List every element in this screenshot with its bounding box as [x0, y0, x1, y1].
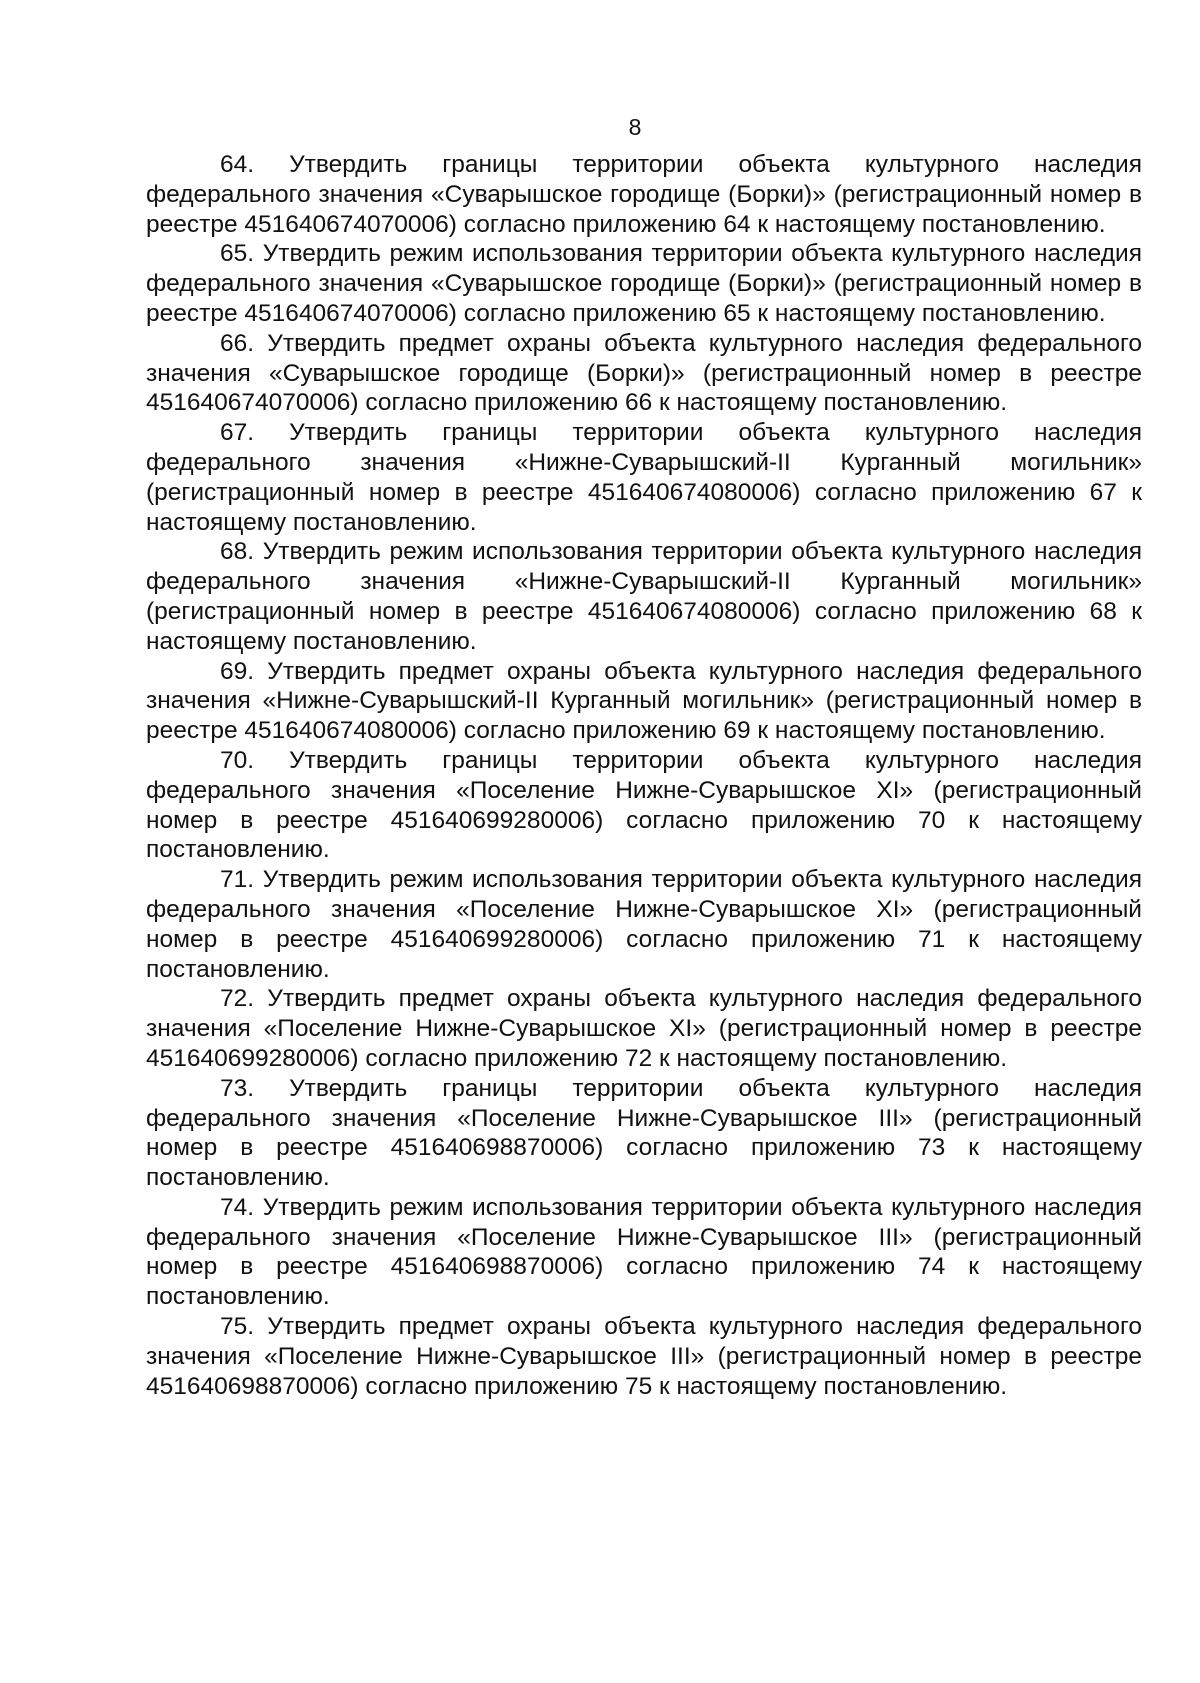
resolution-item [146, 984, 1142, 1073]
item-text: Утвердить режим использования территории объекта культурного наследия федерального значения «Поселение Нижне-Суварышское XI» (регистрационный номер в реестре 451640699280006) согласно приложению 71 к настоящему постановлению. [146, 866, 1142, 983]
item-text: Утвердить предмет охраны объекта культурного наследия федерального значения «Нижне-Суварышский-II Курганный могильник» (регистрационный номер в реестре 451640674080006) согласно приложению 69 к настоящему постановлению. [146, 657, 1143, 745]
item-text: Утвердить режим использования территории объекта культурного наследия федерального значения «Нижне-Суварышский-II Курганный могильник» (регистрационный номер в реестре 451640674080006) согласно приложению 68 к настоящему постановлению. [146, 538, 1142, 655]
resolution-item [146, 329, 1142, 418]
item-number: 71. [220, 866, 255, 894]
item-number: 68. [220, 538, 255, 566]
resolution-item [146, 537, 1142, 656]
item-number: 74. [220, 1193, 255, 1221]
item-number: 72. [220, 985, 255, 1013]
resolution-item [146, 1074, 1142, 1193]
page-number: 8 [628, 114, 642, 140]
item-text: Утвердить границы территории объекта культурного наследия федерального значения «Поселение Нижне-Суварышское XI» (регистрационный номер в реестре 451640699280006) согласно приложению 70 к настоящему постановлению. [146, 746, 1143, 864]
item-text: Утвердить предмет охраны объекта культурного наследия федерального значения «Суварышское городище (Борки)» (регистрационный номер в реестре 451640674070006) согласно приложению 66 к настоящему постановлению. [146, 329, 1143, 417]
item-text: Утвердить границы территории объекта культурного наследия федерального значения «Суварышское городище (Борки)» (регистрационный номер в реестре 451640674070006) согласно приложению 64 к настоящему постановлению. [146, 151, 1143, 238]
item-number: 66. [220, 329, 255, 357]
item-number: 70. [220, 746, 255, 774]
resolution-item [146, 418, 1142, 537]
item-text: Утвердить режим использования территории объекта культурного наследия федерального значения «Суварышское городище (Борки)» (регистрационный номер в реестре 451640674070006) согласно приложению 65 к настоящему постановлению. [146, 240, 1142, 327]
resolution-item [146, 746, 1142, 865]
item-text: Утвердить предмет охраны объекта культурного наследия федерального значения «Поселение Нижне-Суварышское III» (регистрационный номер в реестре 451640698870006) согласно приложению 75 к настоящему постановлению. [146, 1313, 1143, 1400]
resolution-item [146, 1312, 1142, 1401]
item-number: 64. [220, 151, 255, 178]
resolution-item [146, 1193, 1142, 1312]
item-number: 69. [220, 657, 255, 685]
resolution-item [146, 239, 1142, 328]
resolution-item [146, 865, 1142, 984]
item-text: Утвердить режим использования территории объекта культурного наследия федерального значения «Поселение Нижне-Суварышское III» (регистрационный номер в реестре 451640698870006) согласно приложению 74 к настоящему постановлению. [146, 1193, 1142, 1311]
item-text: Утвердить границы территории объекта культурного наследия федерального значения «Нижне-Суварышский-II Курганный могильник» (регистрационный номер в реестре 451640674080006) согласно приложению 67 к настоящему постановлению. [146, 419, 1143, 536]
resolution-item [146, 150, 1142, 239]
resolution-items [146, 150, 1142, 1401]
resolution-item [146, 657, 1142, 746]
item-number: 75. [220, 1313, 255, 1341]
item-number: 73. [220, 1074, 255, 1102]
item-number: 67. [220, 419, 255, 447]
item-text: Утвердить границы территории объекта культурного наследия федерального значения «Поселение Нижне-Суварышское III» (регистрационный номер в реестре 451640698870006) согласно приложению 73 к настоящему постановлению. [146, 1074, 1143, 1192]
item-number: 65. [220, 240, 255, 268]
item-text: Утвердить предмет охраны объекта культурного наследия федерального значения «Поселение Нижне-Суварышское XI» (регистрационный номер в реестре 451640699280006) согласно приложению 72 к настоящему постановлению. [146, 985, 1143, 1072]
